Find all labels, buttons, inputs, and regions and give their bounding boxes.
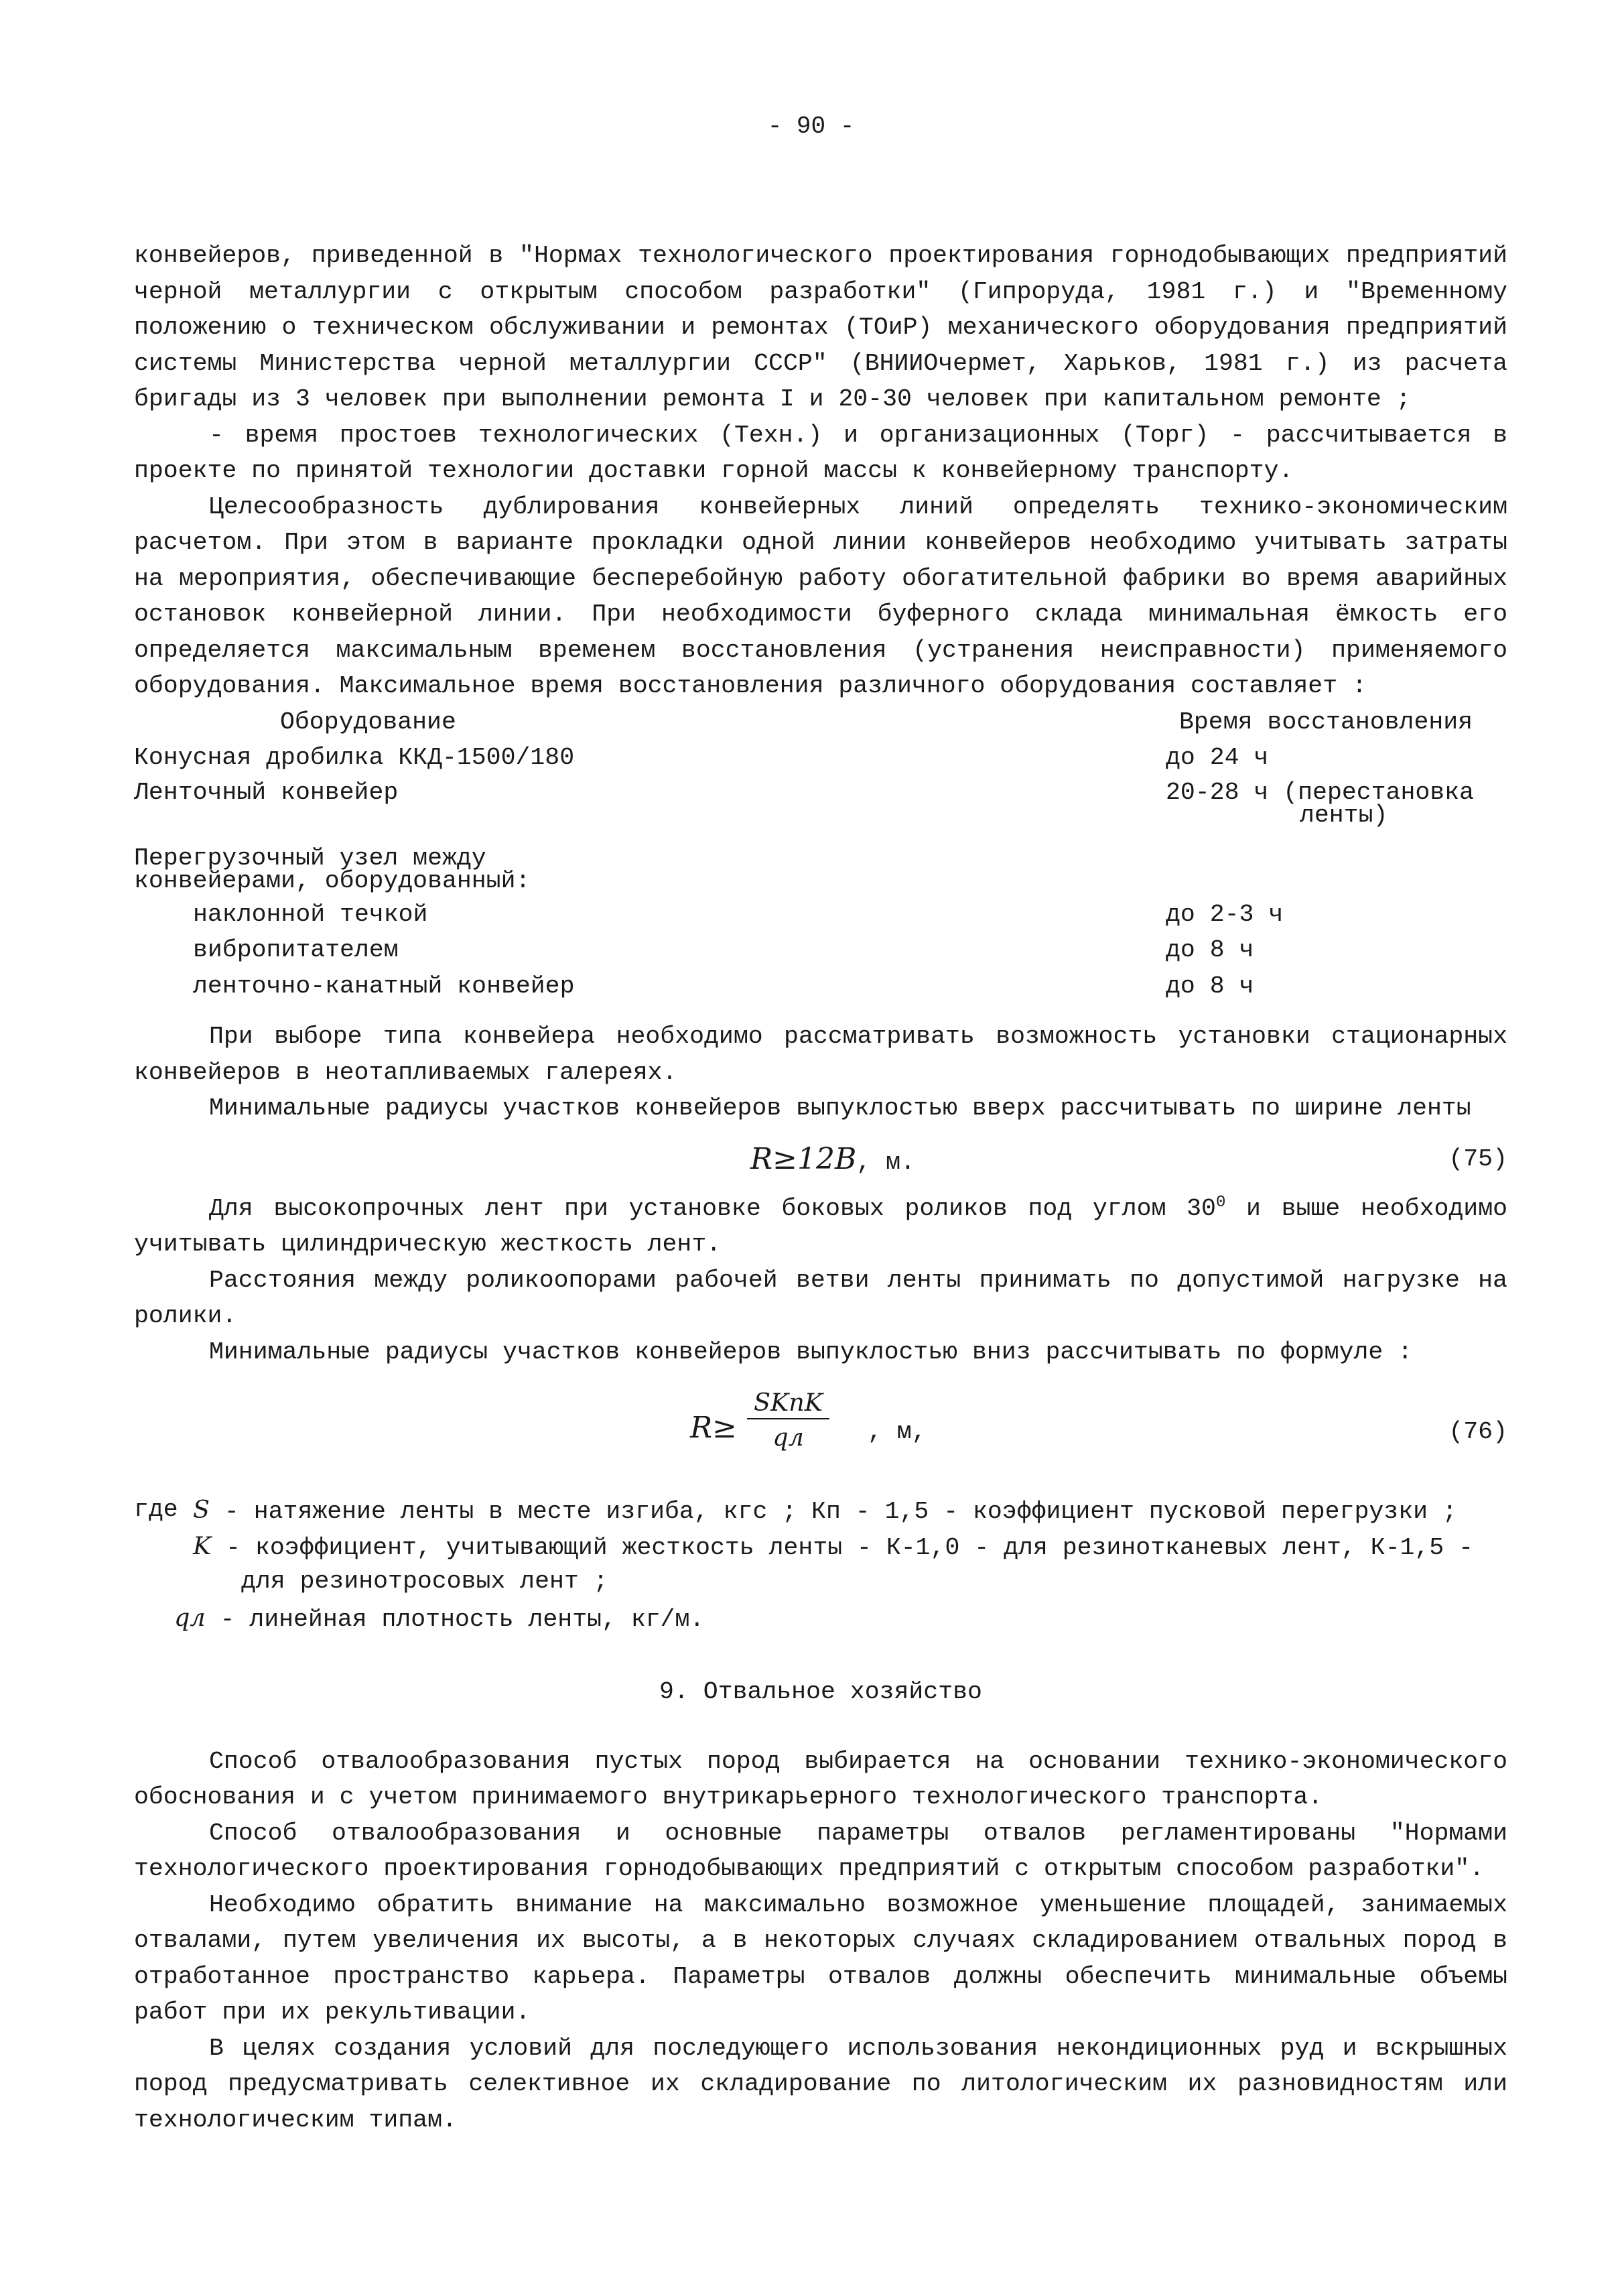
paragraph: Минимальные радиусы участков конвейеров выпуклостью вниз рассчитывать по формуле :	[209, 1338, 1413, 1366]
legend-line	[134, 1564, 1507, 1600]
legend-line	[134, 1528, 1507, 1564]
document-body	[134, 238, 1507, 2138]
paragraph: При выборе типа конвейера необходимо рассматривать возможность установки стационарных конвейеров в неотапливаемых галереях.	[134, 1023, 1507, 1086]
paragraph-text: и выше необходимо учитывать цилиндрическую жесткость лент.	[134, 1194, 1508, 1258]
restore-time: до 2-3 ч	[1166, 900, 1284, 928]
restore-time-cont: ленты)	[1300, 801, 1388, 829]
table-row-continuation	[134, 801, 1507, 829]
restore-time: до 24 ч	[1166, 744, 1269, 771]
formula-denominator: qл	[772, 1423, 804, 1452]
formula-number: (76)	[1448, 1418, 1507, 1446]
legend-line	[134, 1600, 1507, 1636]
formula-75	[134, 1127, 1507, 1191]
page-number: - 90 -	[767, 113, 855, 140]
section-title: 9. Отвальное хозяйство	[659, 1678, 982, 1706]
equipment-name: Ленточный конвейер	[134, 778, 399, 806]
paragraph: конвейеров, приведенной в "Нормах технологического проектирования горнодобывающих предприятий черной металлургии с открытым способом разработки" (Гипроруда, 1981 г.) и "Временному положению о техническом обслуживании и ремонтах (ТОиР) механического оборудования предприятий системы Министерства черной металлургии СССР" (ВНИИОчермет, Харьков, 1981 г.) из расчета бригады из 3 человек при выполнении ремонта I и 20-30 человек при капитальном ремонте ;	[134, 242, 1507, 413]
restore-time: до 8 ч	[1166, 972, 1254, 1000]
formula-numerator: SKпK	[747, 1387, 829, 1419]
group-title	[134, 867, 1507, 897]
legend-entry	[193, 1492, 1457, 1530]
table-header	[134, 704, 1507, 741]
formula-fraction	[747, 1387, 829, 1456]
legend-text: для резинотросовых лент ;	[241, 1568, 608, 1595]
equipment-name: Конусная дробилка ККД-1500/180	[134, 744, 575, 771]
table-row	[134, 776, 1507, 804]
restore-time: до 8 ч	[1166, 936, 1254, 964]
paragraph: Способ отвалообразования пустых пород выбирается на основании технико-экономического обоснования и с учетом принимаемого внутрикарьерного технологического транспорта.	[134, 1747, 1507, 1811]
equipment-table	[134, 704, 1507, 1005]
header-time: Время восстановления	[1179, 708, 1473, 736]
degree-sup: 0	[1215, 1193, 1226, 1212]
group-title	[134, 844, 1507, 872]
formula-legend	[134, 1492, 1507, 1635]
table-row	[134, 968, 1507, 1005]
paragraph: Способ отвалообразования и основные параметры отвалов регламентированы "Нормами технологического проектирования горнодобывающих предприятий с открытым способом разработки".	[134, 1819, 1507, 1883]
legend-text: - линейная плотность ленты, кг/м.	[205, 1605, 705, 1633]
table-row	[134, 897, 1507, 933]
legend-entry	[174, 1600, 704, 1638]
paragraph: В целях создания условий для последующего использования некондиционных руд и вскрышных пород предусматривать селективное их складирование по литологическим их разновидностям или технологическим типам.	[134, 2034, 1507, 2134]
paragraph: Минимальные радиусы участков конвейеров выпуклостью вверх рассчитывать по ширине ленты	[209, 1094, 1471, 1122]
formula-expression	[750, 1141, 915, 1181]
formula-number: (75)	[1448, 1145, 1507, 1173]
paragraph	[134, 1191, 1507, 1263]
paragraph: Необходимо обратить внимание на максимально возможное уменьшение площадей, занимаемых отвалами, путем увеличения их высоты, а в некоторых случаях складированием отвальных пород в отработанное пространство карьера. Параметры отвалов должны обеспечить минимальные объемы работ при их рекультивации.	[134, 1891, 1507, 2026]
formula-76	[134, 1375, 1507, 1489]
legend-text: - натяжение ленты в месте изгиба, кгс ; Кп - 1,5 - коэффициент пусковой перегрузки ;	[210, 1498, 1457, 1525]
equipment-name: наклонной течкой	[193, 900, 428, 928]
table-row	[134, 740, 1507, 776]
legend-line	[134, 1492, 1507, 1528]
legend-symbol: K	[193, 1531, 212, 1560]
table-row	[134, 932, 1507, 968]
paragraph-text: Для высокопрочных лент при установке боковых роликов под углом 30	[209, 1194, 1216, 1222]
equipment-name: ленточно-канатный конвейер	[193, 972, 575, 1000]
header-equipment: Оборудование	[280, 708, 456, 736]
paragraph: Целесообразность дублирования конвейерных линий определять технико-экономическим расчетом. При этом в варианте прокладки одной линии конвейеров необходимо учитывать затраты на мероприятия, обеспечивающие бесперебойную работу обогатительной фабрики во время аварийных остановок конвейерной линии. При необходимости буферного склада минимальная ёмкость его определяется максимальным временем восстановления (устранения неисправности) применяемого оборудования. Максимальное время восстановления различного оборудования составляет :	[134, 493, 1507, 700]
paragraph: Расстояния между роликоопорами рабочей ветви ленты принимать по допустимой нагрузке на ролики.	[134, 1266, 1507, 1330]
group-title-line: Перегрузочный узел между	[134, 844, 486, 872]
formula-lhs: R≥	[690, 1411, 737, 1445]
paragraph: - время простоев технологических (Техн.) и организационных (Торг) - рассчитывается в проекте по принятой технологии доставки горной массы к конвейерному транспорту.	[134, 421, 1507, 485]
formula-unit: , м.	[856, 1148, 915, 1176]
legend-text: - коэффициент, учитывающий жесткость ленты - К-1,0 - для резинотканевых лент, К-1,5 -	[211, 1533, 1473, 1561]
formula-unit: , м,	[868, 1418, 927, 1446]
legend-prefix: где	[134, 1496, 178, 1523]
group-title-line: конвейерами, оборудованный:	[134, 867, 531, 895]
legend-symbol: qл	[174, 1602, 206, 1632]
legend-entry	[193, 1528, 1473, 1566]
restore-time: 20-28 ч (перестановка	[1166, 778, 1474, 806]
equipment-name: вибропитателем	[193, 936, 399, 964]
formula-symbols: R≥12B	[750, 1141, 857, 1176]
legend-symbol: S	[193, 1495, 210, 1524]
